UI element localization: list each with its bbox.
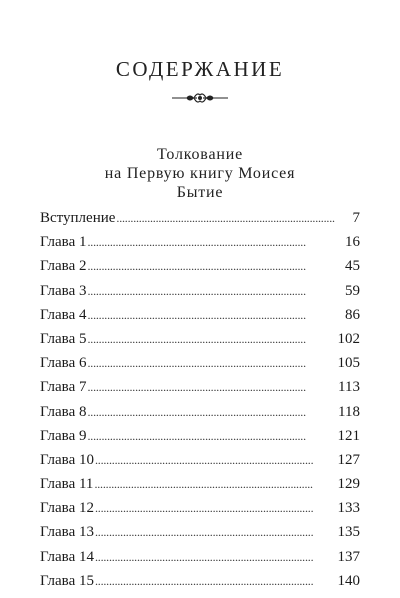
dot-leader	[87, 303, 344, 327]
dot-leader	[94, 472, 336, 496]
toc-entry-page: 86	[345, 306, 360, 323]
toc-entry-page: 127	[337, 451, 360, 468]
toc-entry[interactable]	[40, 279, 360, 303]
toc-entry-label: Глава 8	[40, 403, 87, 420]
toc-entry-label: Глава 4	[40, 306, 87, 323]
toc-entry-page: 140	[337, 572, 360, 589]
toc-entry[interactable]	[40, 351, 360, 375]
toc-entry-page: 121	[337, 427, 360, 444]
toc-entry-label: Глава 12	[40, 500, 94, 517]
toc-entry[interactable]	[40, 496, 360, 520]
toc-entry[interactable]	[40, 303, 360, 327]
toc-entry-page: 129	[337, 476, 360, 493]
toc-entry[interactable]	[40, 254, 360, 278]
toc-entry-label: Глава 11	[40, 476, 94, 493]
dot-leader	[116, 206, 351, 230]
toc-entry[interactable]	[40, 520, 360, 544]
toc-entry[interactable]	[40, 448, 360, 472]
dot-leader	[87, 375, 337, 399]
dot-leader	[95, 545, 337, 569]
toc-entry-label: Глава 7	[40, 379, 87, 396]
dot-leader	[87, 254, 344, 278]
toc-entry-page: 105	[337, 355, 360, 372]
toc-entry[interactable]	[40, 569, 360, 593]
toc-entry-page: 102	[337, 330, 360, 347]
toc-entry-label: Глава 1	[40, 234, 87, 251]
dot-leader	[87, 351, 336, 375]
toc-entry[interactable]	[40, 375, 360, 399]
decorative-flourish-icon	[172, 91, 228, 105]
toc-entry-page: 113	[338, 379, 360, 396]
toc-entry-label: Глава 9	[40, 427, 87, 444]
section-title-line-3: Бытие	[176, 184, 224, 201]
toc-entry[interactable]	[40, 206, 360, 230]
section-title-line-2: на Первую книгу Моисея	[104, 165, 296, 182]
toc-entry-page: 135	[337, 524, 360, 541]
toc-entry[interactable]	[40, 472, 360, 496]
toc-entry-label: Глава 15	[40, 572, 94, 589]
section-title-line-1: Толкование	[157, 146, 243, 163]
dot-leader	[95, 496, 337, 520]
toc-entry-label: Глава 2	[40, 258, 87, 275]
toc-entry-page: 137	[337, 548, 360, 565]
toc-entry-page: 133	[337, 500, 360, 517]
toc-entry-page: 16	[345, 234, 360, 251]
toc-entry-page: 45	[345, 258, 360, 275]
dot-leader	[87, 230, 344, 254]
toc-entry[interactable]	[40, 545, 360, 569]
toc-entry-page: 118	[338, 403, 360, 420]
page-title: СОДЕРЖАНИЕ	[115, 57, 285, 81]
toc-entry[interactable]	[40, 424, 360, 448]
dot-leader	[95, 569, 337, 593]
section-title	[0, 145, 400, 202]
toc-entry-label: Глава 5	[40, 330, 87, 347]
toc-entry[interactable]	[40, 400, 360, 424]
toc-entry-label: Глава 13	[40, 524, 94, 541]
toc-entry-label: Глава 6	[40, 355, 87, 372]
toc-entry-page: 59	[345, 282, 360, 299]
table-of-contents	[40, 206, 360, 593]
toc-entry-label: Глава 10	[40, 451, 94, 468]
toc-entry-label: Вступление	[40, 210, 116, 226]
dot-leader	[95, 520, 337, 544]
toc-entry-label: Глава 14	[40, 548, 94, 565]
dot-leader	[87, 327, 336, 351]
dot-leader	[87, 424, 336, 448]
toc-entry[interactable]	[40, 327, 360, 351]
dot-leader	[87, 400, 337, 424]
dot-leader	[87, 279, 344, 303]
toc-entry[interactable]	[40, 230, 360, 254]
toc-entry-label: Глава 3	[40, 282, 87, 299]
toc-entry-page: 7	[352, 210, 360, 226]
dot-leader	[95, 448, 337, 472]
